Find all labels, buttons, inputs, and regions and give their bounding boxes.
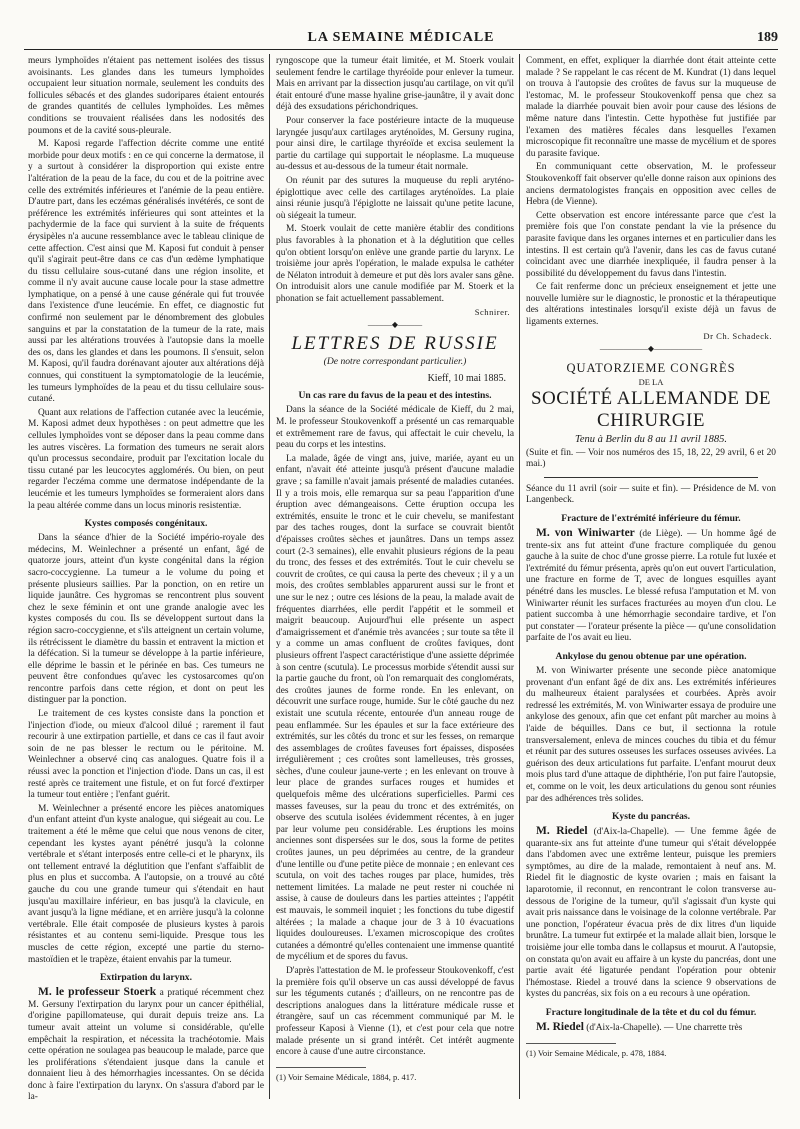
journal-title: LA SEMAINE MÉDICALE bbox=[307, 30, 495, 45]
section-heading: Fracture de l'extrémité inférieure du fémur. bbox=[561, 513, 741, 525]
paragraph-text: (de Liège). — Un homme âgé de trente-six ans fut atteint d'une fracture compliquée du genou gauche à la suite de choc d'une grosse pierre. La rotule fut luxée et l'extrémité du fémur présenta, après qu'on eut ouvert l'articulation, une fracture en forme de T, avec de longues esquilles ayant pénétré dans les muscles. Le blessé refusa l'amputation et M. von Winiwarter réunit les surfaces fracturées au moyen d'un clou. Le patient succomba à une hémorrhagie secondaire tardive, et l'on put constater — l'orateur présente la pièce — qu'une consolidation parfaite de l'os avait eu lieu. bbox=[526, 529, 776, 644]
paragraph bbox=[526, 826, 776, 1001]
page-number: 189 bbox=[757, 30, 778, 45]
section-heading: Extirpation du larynx. bbox=[100, 972, 192, 984]
section-heading: Un cas rare du favus de la peau et des intestins. bbox=[298, 390, 492, 402]
paragraph: Dans la séance d'hier de la Société império-royale des médecins, M. Weinlechner a présenté un enfant, âgé de quatorze jours, atteint d'un kyste congénital dans la région sacro-coccygienne. La tumeur a le volume du poing et présente plusieurs saillies. Par la ponction, on en retire un liquide jaunâtre. Ces hygromas se rencontrent plus souvent chez le sexe féminin et ont une grande analogie avec les kystes composés du cou. Ils se développent surtout dans la région sacro-coccygienne, et s'ils atteignent un certain volume, ils rétrécissent le diamètre du bassin et entravent la miction et la défécation. Si la tumeur se développe à la partie inférieure, elle déprime le bassin et le périnée en bas. Ces tumeurs ne peuvent être confondues qu'avec les cystosarcomes qu'on rencontre parfois dans cette région, et dont on peut les distinguer par la ponction. bbox=[28, 533, 264, 706]
column-3 bbox=[526, 56, 776, 1117]
paragraph: D'après l'attestation de M. le professeur Stoukovenkoff, c'est la première fois qu'il observe un cas aussi développé de favus sur les téguments cutanés ; d'ailleurs, on ne rencontre pas de descriptions analogues dans la littérature médicale russe et étrangère, sauf un cas récemment communiqué par M. le professeur Kaposi à Vienne (1), et c'est pour cela que notre malade présente un si grand intérêt. Cet intérêt augmente encore à cause d'une autre circonstance. bbox=[276, 965, 514, 1058]
paragraph: M. Kaposi regarde l'affection décrite comme une entité morbide pour deux motifs : en ce qui concerne la dermatose, il y a surtout à considérer la disproportion qui existe entre l'altération de la peau de la face, du cou et de la poitrine avec celle des extrémités inférieures et l'anémie de la peau entière. D'autre part, dans les eczémas généralisés invétérés, ce sont de préférence les extrémités inférieures qui sont atteintes et la pachydermie de la face qui survient à la suite de fréquents érysipèles n'a aucune ressemblance avec le tableau clinique de cette affection. C'est ainsi que M. Kaposi fut conduit à penser qu'il s'agirait peut-être dans ce cas d'un œdème lymphatique du tissu cellulaire sous-cutané dans une région insolite, et comme il n'y avait aucune cause locale pour la stase admettre lymphatique, on a pensé à une cause générale qui fut trouvée dans l'existence d'une leucémie. En effet, ce diagnostic fut confirmé non seulement par le dénombrement des globules sanguins et par la constatation de la tumeur de la rate, mais aussi par les altérations trouvées à l'autopsie dans la moelle des os, dans les glandes et dans les poumons. Il s'ensuit, selon M. Kaposi, qu'il faudra dorénavant ajouter aux altérations déjà connues, qui constituent la symptomatologie de la leucémie, les tumeurs lymphoïdes de la peau et du tissu cellulaire sous-cutané. bbox=[28, 139, 264, 405]
paragraph-text: a pratiqué récemment chez M. Gersuny l'extirpation du larynx pour un cancer épithélial, d'origine papillomateuse, qui durait depuis treize ans. La tumeur avait atteint un volume si considérable, qu'elle empêchait la respiration, et nécessita la trachéotomie. Mais cette opération ne soulagea pas beaucoup le malade, parce que les proliférations s'étendaient jusque dans la canule et donnaient lieu à des hémorrhagies incessantes. On se décida donc à faire l'extirpation du larynx. On s'assura d'abord par le la- bbox=[28, 988, 264, 1103]
paragraph: ryngoscope que la tumeur était limitée, et M. Stoerk voulait seulement fendre le cartilage thyréoïde pour enlever la tumeur. Mais en arrivant par la dissection jusqu'au cartilage, on vit qu'il était entouré d'une masse hyaline grise-jaunâtre, il y avait donc déjà des exsudations périchondriques. bbox=[276, 56, 514, 113]
article-title: LETTRES DE RUSSIE bbox=[291, 333, 499, 355]
session-note: Séance du 11 avril (soir — suite et fin). — Présidence de M. von Langenbeck. bbox=[526, 483, 776, 506]
header-rule bbox=[24, 49, 778, 50]
paragraph: M. Weinlechner a présenté encore les pièces anatomiques d'un enfant atteint d'un kyste analogue, qui siégeait au cou. Le traitement a été le même que celui que nous venons de citer, cependant les kystes ayant pénétré jusqu'à la colonne vertébrale et s'étant interposés entre celle-ci et le pharynx, ils ont tellement entravé la déglutition que l'enfant s'affaiblit de plus en plus et succomba. A l'autopsie, on a trouvé au côté gauche du cou une grande tumeur qui s'étendait en haut jusqu'au maxillaire inférieur, en bas jusqu'à la clavicule, en avant jusqu'à la ligne médiane, et en arrière jusqu'à la colonne vertébrale. Elle était composée de plusieurs kystes à parois résistantes et au contenu semi-liquide. Presque tous les muscles de cette région, excepté une partie du sterno-mastoïdien et le trapèze, étaient envahis par la tumeur. bbox=[28, 803, 264, 965]
paragraph bbox=[28, 987, 264, 1104]
footnote-rule bbox=[276, 1067, 366, 1068]
signature: Schnirer. bbox=[474, 307, 510, 318]
paragraph: M. von Winiwarter présente une seconde pièce anatomique provenant d'un enfant âgé de dix ans. Les extrémités inférieures du malheureux étaient paralysées et courbées. Après avoir redressé les extrémités, M. von Winiwarter essaya de produire une ankylose des genoux, afin que cet enfant pût marcher au moins à l'aide de béquilles. Dans ce but, il sectionna la rotule transversalement, enleva de minces couches du tibia et du fémur et réunit par des sutures osseuses les surfaces osseuses avivées. La guérison des deux articulations fut parfaite. L'enfant mourut deux mois plus tard d'une attaque de diphthérie, l'on put faire l'autopsie, et, comme on le voit, les deux articulations du genou sont réunies par des adhérences très solides. bbox=[526, 665, 776, 804]
dateline: Kieff, 10 mai 1885. bbox=[427, 373, 506, 385]
section-title-line1: QUATORZIEME CONGRÈS bbox=[566, 360, 736, 375]
separator-ornament: ——————◆—————— bbox=[599, 343, 703, 353]
series-note: (Suite et fin. — Voir nos numéros des 15, 18, 22, 29 avril, 6 et 20 mai.) bbox=[526, 447, 776, 470]
paragraph: meurs lymphoïdes n'étaient pas nettement isolées des tissus avoisinants. Les glandes dans les tumeurs lymphoïdes occupaient leur situation normale, seulement les conduits des follicules sébacés et des glandes sudoripares étaient entourés de grandes quantités de cellules lymphoïdes. Les mêmes conditions se trouvaient réalisées dans les nodosités des poumons et de la cavité sous-pleurale. bbox=[28, 56, 264, 136]
paragraph: En communiquant cette observation, M. le professeur Stoukovenkoff fait observer qu'elle donne raison aux opinions des anciens dermatologistes français en opposition avec celles de Hebra (de Vienne). bbox=[526, 162, 776, 208]
paragraph: Quant aux relations de l'affection cutanée avec la leucémie, M. Kaposi admet deux hypothèses : on peut admettre que les cellules lymphoïdes vont se déposer dans la peau comme dans les autres viscères. La formation des tumeurs ne serait alors qu'un processus secondaire, produit par l'excitation locale du tissu cutané par les leucocytes agglomérés. Ou bien, on peut regarder l'eczéma comme une dermatose indépendante de la leucémie et les tumeurs lymphoïdes se formeraient alors dans la peau altérée comme dans un locus minoris resistentiæ. bbox=[28, 407, 264, 511]
section-heading: Fracture longitudinale de la tête et du col du fémur. bbox=[545, 1007, 757, 1018]
paragraph: Pour conserver la face postérieure intacte de la muqueuse laryngée jusqu'aux cartilages aryténoïdes, M. Gersuny rugina, pour ainsi dire, le cartilage thyréoïde et excisa seulement la partie du cartilage qui supportait le néoplasme. La muqueuse au-dessus et au-dessous de la tumeur était normale. bbox=[276, 115, 514, 173]
signature: Dr Ch. Schadeck. bbox=[703, 330, 772, 341]
footnote: (1) Voir Semaine Médicale, p. 478, 1884. bbox=[526, 1047, 667, 1058]
section-heading: Ankylose du genou obtenue par une opération. bbox=[555, 650, 747, 662]
paragraph-text: (d'Aix-la-Chapelle). — Une femme âgée de quarante-six ans fut atteinte d'une tumeur qui s'était développée dans l'abdomen avec une extrême lenteur, puisque les premiers symptômes, au dire de la malade, remontaient à neuf ans. M. Riedel fit le diagnostic de kyste ovarien ; mais en faisant la laparotomie, il reconnut, en rencontrant le colon transverse au-dessous de l'origine de la tumeur, qu'il s'agissait d'un kyste qui avait pris naissance dans le voisinage de la colonne vertébrale. Par une ponction, l'opérateur évacua près de dix litres d'un liquide brunâtre. La tumeur fut extirpée et la malade allait bien, lorsque le troisième jour elle tomba dans le collapsus et mourut. A l'autopsie, on constata qu'on avait eu affaire à un kyste du pancréas, dont une partie avait été ligaturée pendant l'opération pour obtenir l'hémostase. Riedel a trouvé dans la science 9 observations de kystes du pancréas, six fois on a eu recours à une opération. bbox=[526, 827, 776, 1000]
author-name: M. le professeur Stoerk bbox=[38, 986, 157, 999]
column-1 bbox=[28, 56, 264, 1117]
paragraph: Comment, en effet, expliquer la diarrhée dont était atteinte cette malade ? Se rappelant le cas récent de M. Kundrat (1) dans lequel on trouva à l'autopsie des croûtes de favus sur la muqueuse de l'estomac, M. le professeur Stoukovenkoff pensa que chez sa malade la diarrhée pouvait bien avoir pour cause des lésions de même nature dans l'intestin. Cette hypothèse fut justifiée par l'examen des matières fécales dans lesquelles l'examen microscopique fit reconnaître une masse de mycélium et de spores du parasite favique. bbox=[526, 56, 776, 159]
separator-ornament: ———◆——— bbox=[367, 320, 423, 330]
paragraph: M. Stoerk voulait de cette manière établir des conditions plus favorables à la phonation et à la déglutition que celles qu'on obtient lorsqu'on enlève une grande partie du larynx. Le troisième jour après l'opération, le malade expulsa le cathéter de Nélaton introduit à demeure et put dès lors avaler sans gêne. On introduisit alors une canule modifiée par M. Stoerk et la phonation se fait actuellement passablement. bbox=[276, 224, 514, 304]
footnote-rule bbox=[526, 1043, 616, 1044]
footnote: (1) Voir Semaine Médicale, 1884, p. 417. bbox=[276, 1071, 417, 1082]
paragraph: Ce fait renferme donc un précieux enseignement et jette une nouvelle lumière sur le diagnostic, le pronostic et la thérapeutique des altérations intestinales lorsqu'il existe déjà un favus de ligaments externes. bbox=[526, 282, 776, 328]
author-name: M. Riedel bbox=[536, 825, 588, 838]
section-title-line2: DE LA bbox=[638, 376, 664, 387]
section-heading: Kystes composés congénitaux. bbox=[84, 518, 208, 530]
column-2 bbox=[276, 56, 514, 1117]
paragraph bbox=[526, 528, 776, 645]
article-subtitle: (De notre correspondant particulier.) bbox=[323, 356, 467, 368]
paragraph: Dans la séance de la Société médicale de Kieff, du 2 mai, M. le professeur Stoukovenkoff a présenté un cas remarquable et extrêmement rare de favus, qui affectait le cuir chevelu, la peau du corps et les intestins. bbox=[276, 405, 514, 451]
section-title-line3: SOCIÉTÉ ALLEMANDE DE CHIRURGIE bbox=[530, 387, 772, 431]
column-divider bbox=[269, 54, 270, 1099]
section-heading: Kyste du pancréas. bbox=[611, 811, 691, 823]
paragraph-text: (d'Aix-la-Chapelle). — Une charrette très bbox=[583, 1023, 743, 1033]
paragraph bbox=[526, 1022, 776, 1035]
column-divider bbox=[519, 54, 520, 1099]
paragraph: La malade, âgée de vingt ans, juive, mariée, ayant eu un enfant, n'avait été atteinte jusqu'à présent d'aucune maladie grave ; sa famille n'avait jamais présenté de maladies cutanées. Il y a trois mois, elle remarqua sur sa peau l'apparition d'une éruption avec démangeaisons. Cette éruption occupa les extrémités, ensuite le tronc et le cuir chevelu, se manifestant par des taches rouges, dont la surface se couvrait bientôt d'épaisses croûtes sèches et jaunâtres. Dans un temps assez court (2-3 semaines), elle envahit plusieurs régions de la peau du tronc, des fesses et des extrémités. Tout le cuir chevelu se couvrit de croûtes, ce qui causa la perte des cheveux ; il y a un mois, des croûtes semblables apparurent aussi sur le front et une sur le nez ; outre ces lésions de la peau, la malade avait de fréquentes diarrhées, elle perdit l'appétit et le sommeil et maigrit beaucoup. Aujourd'hui elle présente un aspect d'amaigrissement et d'anémie très avancées ; sur toute sa tête il y a comme un amas confluent de croûtes faviques, dont plusieurs offrent l'aspect caractéristique d'une assiette déprimée à son centre (scutula). Le processus morbide s'étendit aussi sur la partie gauche du front, où l'on remarquait des conglomérats, des croûtes jaunes de forme ronde. En les enlevant, on découvrit une surface rouge, humide. Sur le côté gauche du nez existait une scutula récente, entourée d'un anneau rouge de peau enflammée. Sur les épaules et sur la face extérieure des extrémités, sur les côtés du tronc et sur les fesses, on remarque des assemblages de croûtes faveuses fort épaisses, disposées irrégulièrement ; ces croûtes sont lamelleuses, très grosses, sèches, d'une couleur jaune-verte ; en les enlevant on trouve à leur place de grandes surfaces rouges et humides et quelquefois même des ulcérations superficielles. Parmi ces masses faveuses, sur la peau du tronc et des extrémités, on observe des scutula isolées évidemment récentes, à en juger par leur volume peu considérable. Les éruptions les moins anciennes sont dispersées sur le dos, sous la forme de petites croûtes jaunes, un peu déprimées au centre, de la grandeur d'une lentille ou d'une petite pièce de monnaie ; en enlevant ces scutula, on voit des taches rouges par place, humides, très nettement limitées. La malade ne peut rester ni couchée ni assise, à cause de douleurs dans les parties atteintes ; l'appétit est mauvais, le sommeil inquiet ; les fonctions du tube digestif altérées ; la malade a chaque jour de 3 à 10 évacuations liquides douloureuses. L'examen microscopique des croûtes cutanées a démontré qu'elles contenaient une immense quantité de mycélium et de spores du favus. bbox=[276, 453, 514, 963]
rule bbox=[544, 477, 758, 478]
paragraph: Le traitement de ces kystes consiste dans la ponction et l'injection d'iode, ou mieux d'alcool dilué ; rarement il faut recourir à une extirpation partielle, et dans ce cas il faut avoir soin de ne pas blesser le rectum ou le péritoine. M. Weinlechner a observé cinq cas analogues. Quatre fois il a réussi avec la ponction et l'injection d'iode. Dans un cas, il est resté après ce traitement une fistule, et on fut forcé d'extirper la tumeur tout entière ; l'enfant guérit. bbox=[28, 709, 264, 801]
author-name: M. von Winiwarter bbox=[536, 527, 635, 540]
section-subtitle: Tenu à Berlin du 8 au 11 avril 1885. bbox=[575, 433, 727, 445]
paragraph: Cette observation est encore intéressante parce que c'est la première fois que l'on constate pendant la vie la présence du parasite favique dans les organes internes et en particulier dans les intestins. Il est certain qu'à l'avenir, dans les cas de favus cutané coïncidant avec une diarrhée inexpliquée, il faudra penser à la possibilité du développement du favus dans l'intestin. bbox=[526, 210, 776, 279]
paragraph: On réunit par des sutures la muqueuse du repli aryténo-épiglottique avec celle des cartilages aryténoïdes. La plaie ainsi réunie jusqu'à l'épiglotte ne laissait qu'une petite lacune, où siégeait la tumeur. bbox=[276, 175, 514, 221]
author-name: M. Riedel bbox=[536, 1021, 584, 1033]
